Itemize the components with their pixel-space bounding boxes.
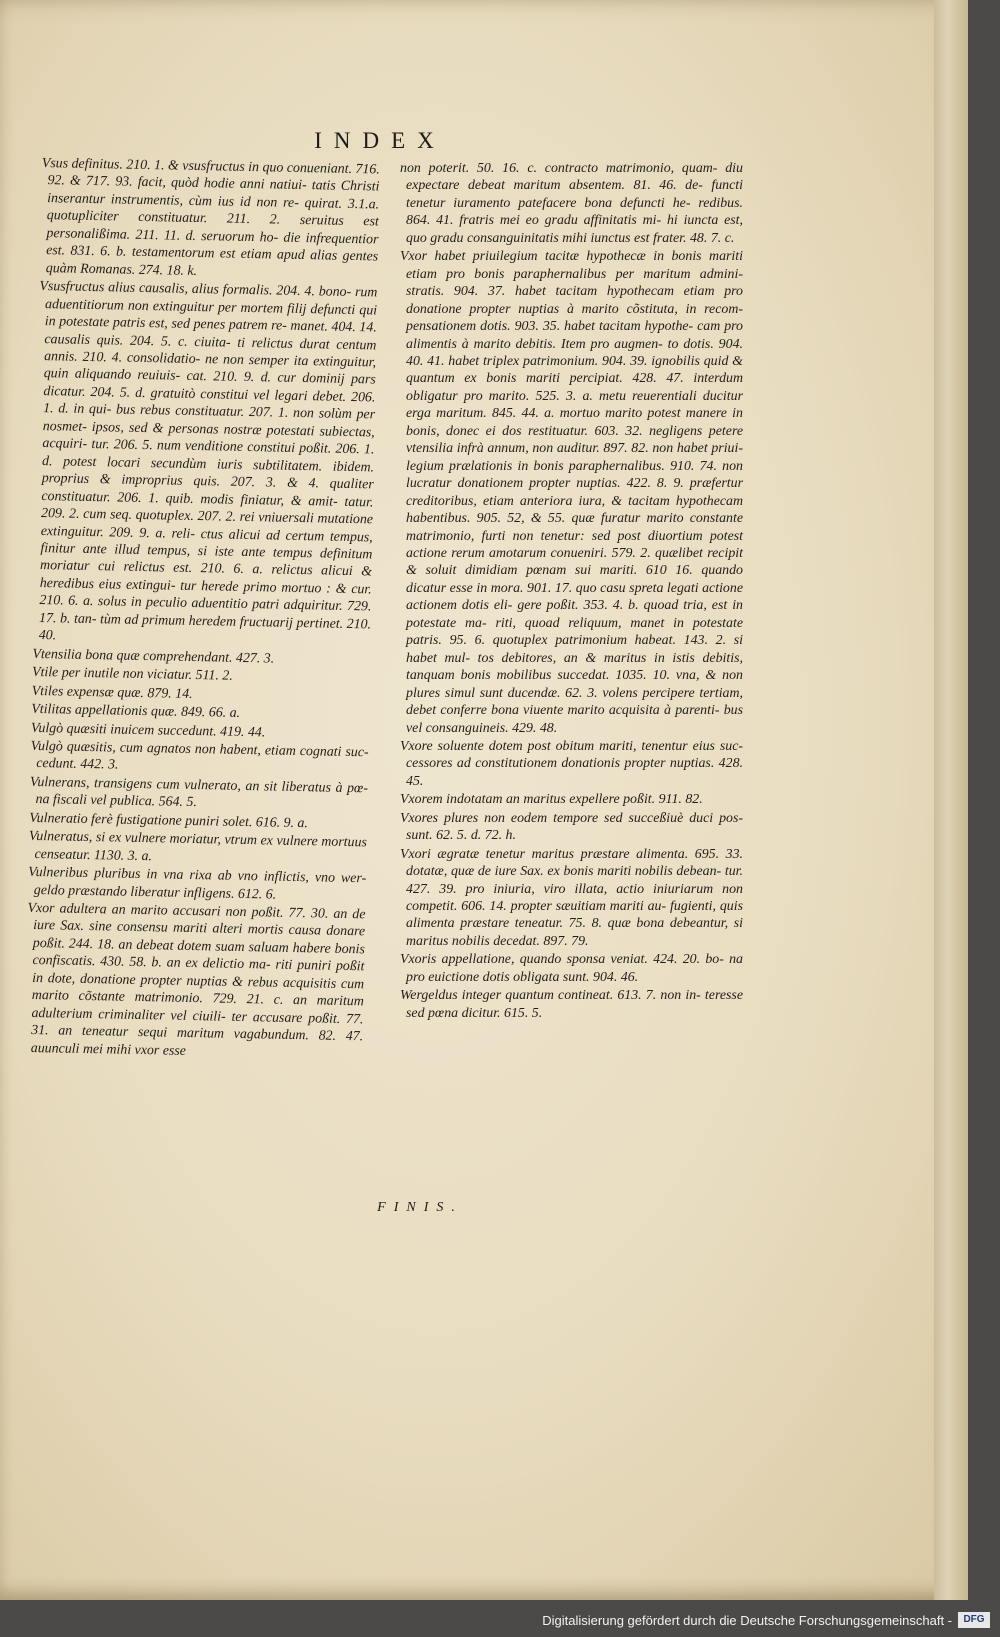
index-entry: non poterit. 50. 16. c. contracto matrimonio, quam- diu expectare debeat maritum absentem. 81. 46. de- functi tenetur iuramento patefacere bona defuncti he- redibus. 864. 41. fratris mei eo gradu affinitatis mi- hi iuncta est, quo gradu consanguinitatis mihi iunctus est frater. 48. 7. c. [400,161,743,246]
index-entry: Wergeldus integer quantum contineat. 613. 7. non in- teresse sed pœna dicitur. 615. 5. [400,988,743,1021]
index-entry: Vulgò quæsiti inuicem succedunt. 419. 44. [30,720,266,740]
index-entry: Vulneratus, si ex vulnere moriatur, vtrum ex vulnere mortuus censeatur. 1130. 3. a. [28,829,367,864]
index-entry: Vulgò quæsitis, cum agnatos non habent, etiam cognati suc- cedunt. 442. 3. [30,738,369,773]
index-entry: Vxores plures non eodem tempore sed succeßiuè duci pos- sunt. 62. 5. d. 72. h. [400,810,743,844]
index-entry: Vulneribus pluribus in vna rixa ab vno inflictis, vno wer- geldo præstando liberatur infligens. 612. 6. [28,864,367,903]
left-column [25,155,380,1063]
index-entry: Vtensilia bona quæ comprehendant. 427. 3. [32,646,275,667]
index-entry: Vtile per inutile non viciatur. 511. 2. [31,665,233,684]
index-entry: Vxor adultera an marito accusari non poßit. 77. 30. an de iure Sax. sine consensu mariti alteri mortis causa donare poßit. 244. 18. an debeat dotem suam saluam habere bonis confiscatis. 430. 58. b. an ex delictio ma- riti puniri poßit in dote, donatione propter nuptias & rebus acquisitis cum marito cõstante matrimonio. 729. 21. c. an maritum adulterium criminaliter vel ciuili- ter accusare poßit. 77. 31. an teneatur sequi maritum vagabundum. 82. 47. auunculi mei mihi vxor esse [27,900,366,1059]
page-edge [934,0,968,1600]
index-entry: Vtiles expensæ quæ. 879. 14. [31,683,193,702]
index-entry: Vxor habet priuilegium tacitæ hypothecæ in bonis mariti etiam pro bonis paraphernalibus per maritum admini- stratis. 904. 37. habet tacitam hypothecam etiam pro donatione propter nuptias à marito cõstituta, in recom- pensationem dotis. 903. 35. habet tacitam hypothe- cam pro alimentis à marito debitis. Item pro augmen- to dotis. 904. 40. 41. habet triplex patrimonium. 904. 39. ignobilis quid & quantum ex bonis mariti percipiat. 428. 47. interdum obligatur pro marito. 525. 3. a. metu reuerentiali ducitur erga maritum. 845. 44. a. mortuo marito potest manere in bonis, donec ei dos restituatur. 603. 32. negligens petere vtensilia infrà annum, non auditur. 897. 82. non habet priui- legium prælationis in bonis paraphernalibus. 910. 74. non lucratur donationem propter nuptias. 422. 8. 9. præfertur creditoribus, etiam anteriora iura, & tacitam hypothecam habentibus. 905. 52, & 55. quæ furatur marito constante matrimonio, furti non tenetur: sed post diuortium potest actione rerum amotarum conueniri. 579. 2. quælibet recipit & soluit dimidiam pœnam sui mariti. 610 16. quando dicatur esse in mora. 901. 17. quo casu spreta legati actione actionem dotis eli- gere poßit. 353. 4. b. quoad tria, est in potestate ma- riti, quoad reliquum, manet in potestate patris. 95. 6. quotuplex patrimonium habeat. 143. 2. si habet mul- tos debitores, an & maritus in istis debitis, tanquam bonis mobilibus succedat. 1035. 10. vna, & non plures simul sunt ducendæ. 62. 3. volens percipere tertiam, debet conferre bona viuente marito acquisita à parenti- bus vel consanguineis. 429. 48. [400,249,743,736]
index-entry: Vulneratio ferè fustigatione puniri solet. 616. 9. a. [29,810,309,831]
funding-credit: Digitalisierung gefördert durch die Deutsche Forschungsgemeinschaft - [542,1613,952,1628]
index-entry: Vxoris appellatione, quando sponsa veniat. 424. 20. bo- na pro euictione dotis obligata sunt. 904. 46. [400,952,743,985]
index-entry: Vsusfructus alius causalis, alius formalis. 204. 4. bono- rum aduentitiorum non extinguitur per mortem filij defuncti qui in potestate patris est, sed penes patrem re- manet. 404. 14. causalis quis. 204. 5. c. ciuita- ti relictus durat centum annis. 210. 4. consolidatio- ne non semper ita extinguitur, quin aliquando reuiuis- cat. 210. 9. d. cur dominij pars dicatur. 204. 5. d. gratuitò constitui vel legari debet. 206. 1. d. in qui- bus rebus constituatur. 207. 1. non solùm per nosmet- ipsos, sed & personas nostræ potestati subiectas, acquiri- tur. 206. 5. num venditione constitui poßit. 206. 1. d. potest locari secundùm iuris subtilitatem. ibidem. proprius & improprius quis. 207. 3. & 4. qualiter constituatur. 206. 1. quib. modis finiatur, & amit- tatur. 209. 2. cum seq. quotuplex. 207. 2. rei vniuersali mutatione extinguitur. 209. 9. a. reli- ctus alicui ad certum tempus, finitur ante illud tempus, si iste ante tempus definitum moriatur cui relictus est. 210. 6. a. relictus alicui & heredibus eius extingui- tur herede primo mortuo : & cur. 210. 6. a. solus in peculio aduentitio patri adquiritur. 729. 17. b. tan- tùm ad primum heredem fructuarij pertinet. 210. 40. [38,279,378,644]
index-entry: Vsus definitus. 210. 1. & vsusfructus in quo conueniant. 716. 92. & 717. 93. facit, quòd hodie anni natiui- tatis Christi inserantur instrumentis, cùm ius id non re- quirat. 3.1.a. quotupliciter constituatur. 211. 2. seruitus est personalißima. 211. 11. d. seruorum ho- die infrequentior est. 831. 6. b. testamentorum est etiam apud alias gentes quàm Romanas. 274. 18. k. [41,155,380,279]
index-entry: Vxorem indotatam an maritus expellere poßit. 911. 82. [400,792,703,808]
index-entry: Vxore soluente dotem post obitum mariti, tenentur eius suc- cessores ad constitutionem donationis propter nuptias. 428. 45. [400,738,743,789]
index-entry: Vulnerans, transigens cum vulnerato, an sit liberatus à pœ- na fiscali vel publica. 564. 5. [29,774,369,811]
right-column [400,160,743,1022]
running-head: INDEX [314,128,446,153]
finis-mark: FINIS. [377,1200,463,1215]
dfg-logo: DFG [958,1612,990,1628]
index-entry: Vtilitas appellationis quæ. 849. 66. a. [31,701,241,721]
index-entry: Vxori ægratæ tenetur maritus præstare alimenta. 695. 33. dotatæ, quæ de iure Sax. ex bonis mariti nobilis debean- tur. 427. 39. pro iniuria, viro illata, actio iniuriarum non competit. 606. 14. propter sæuitiam mariti au- fugienti, quis alimenta præstare teneatur. 75. 8. quæ bona debeantur, si maritus nobilis decedat. 897. 79. [400,846,743,949]
